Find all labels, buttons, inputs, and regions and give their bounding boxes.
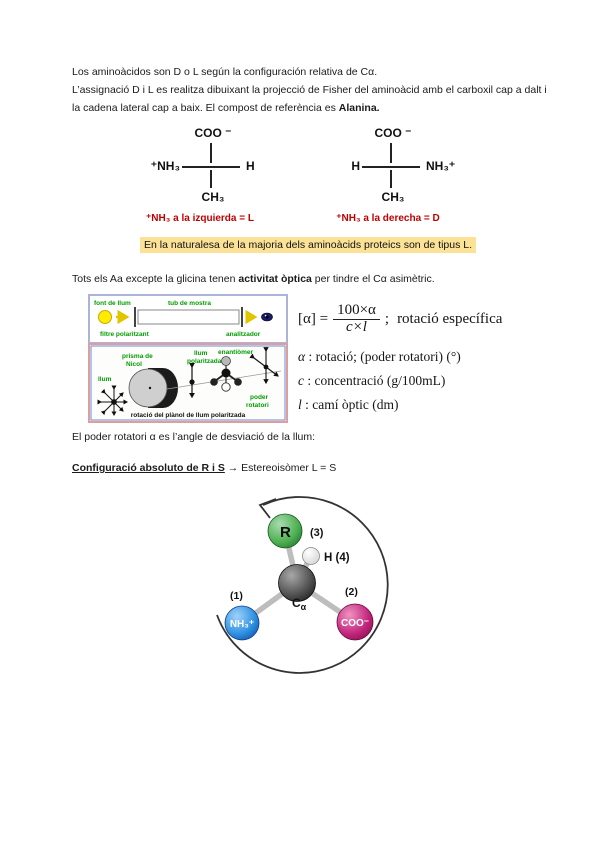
fischer-D-top: COO ⁻ (374, 126, 412, 140)
activitat-optica-bold: activitat òptica (238, 273, 312, 285)
priority-1-label: (1) (230, 590, 243, 602)
polarized-light-icon (189, 367, 194, 397)
formula-fraction (333, 302, 380, 336)
r-label: R (280, 524, 291, 541)
nicol-prism-icon (129, 368, 178, 408)
label-polaritzada-1: llum (194, 350, 208, 357)
chirality-molecule-figure (190, 485, 420, 685)
formula-name: rotació específica (397, 310, 503, 327)
fischer-L-right: H (246, 159, 255, 173)
specific-rotation-formula (298, 302, 502, 417)
formula-lhs: [α] = (298, 310, 329, 327)
formula-row (298, 302, 502, 336)
rs-heading-rest: → Estereoisòmer L = S (224, 462, 337, 474)
intro-line-1: Los aminoàcidos son D o L según la configuración relativa de Cα. (72, 66, 378, 78)
formula-separator: ; (384, 310, 390, 327)
bond-line (210, 170, 212, 188)
intro-line-2: L’assignació D i L es realitza dibuixant la projecció de Fisher del aminoàcid amb el carboxil cap a dalt i (72, 84, 547, 96)
eye-icon (262, 313, 273, 321)
caption-D: ⁺NH₃ a la derecha = D (336, 213, 440, 224)
label-tub-de-mostra: tub de mostra (168, 300, 211, 307)
caption-L: ⁺NH₃ a la izquierda = L (146, 213, 254, 224)
fischer-L-bottom: CH₃ (201, 190, 225, 204)
fischer-projection-D (328, 126, 458, 212)
label-llum: llum (98, 376, 112, 383)
label-font-de-llum: font de llum (94, 300, 131, 307)
fischer-D-right: NH₃⁺ (426, 159, 456, 173)
polarimeter-svg (90, 296, 286, 342)
alanina-bold: Alanina. (338, 102, 380, 114)
fischer-projection-L (148, 126, 278, 212)
rs-heading-bold: Configuració absoluto de R i S (72, 462, 225, 474)
bond-line (362, 166, 420, 168)
label-analitzador: analitzador (226, 331, 261, 338)
formula-definitions (298, 345, 502, 417)
label-enantiomer: enantiòmer (218, 349, 254, 356)
formula-denominator: c×l (346, 319, 367, 335)
unpolarized-light-icon (101, 389, 127, 415)
rotation-diagram (88, 343, 288, 423)
rs-heading (72, 459, 336, 477)
rotatori-line: El poder rotatori α es l’angle de desviació de la llum: (72, 431, 316, 443)
nh3-label: NH₃⁺ (229, 619, 255, 630)
hydrogen-ball (303, 548, 320, 565)
def-c: c : concentració (g/100mL) (298, 373, 446, 388)
bond-line (390, 170, 392, 188)
optics-line: Tots els Aa excepte la glicina tenen activitat òptica per tindre el Cα asimètric. (72, 273, 435, 285)
intro-paragraph (72, 63, 547, 117)
label-polaritzada-2: polaritzada (187, 358, 222, 365)
alpha-carbon-label: $C_\alpha$ (292, 596, 307, 612)
label-prisma-1: prisma de (122, 353, 153, 360)
intro-line-3: la cadena lateral cap a baix. El compost de referència es Alanina. (72, 102, 380, 114)
label-prisma-2: Nicol (126, 361, 142, 368)
label-poder-2: rotatori (246, 402, 269, 409)
rotation-svg (90, 345, 286, 421)
fischer-D-bottom: CH₃ (381, 190, 405, 204)
priority-2-label: (2) (345, 586, 358, 598)
formula-numerator: 100×α (333, 302, 380, 320)
diagram2-caption: rotació del plànol de llum polaritzada (130, 412, 246, 419)
bond-line (210, 143, 212, 163)
fischer-D-left: H (351, 159, 360, 173)
highlighted-note: En la naturalesa de la majoria dels aminoàcids proteics son de tipus L. (140, 237, 476, 253)
fischer-L-top: COO ⁻ (194, 126, 232, 140)
def-alpha: α : rotació; (poder rotatori) (°) (298, 349, 461, 364)
coo-label: COO⁻ (340, 618, 370, 629)
label-poder-1: poder (250, 394, 269, 401)
rotated-plane-icon (254, 351, 278, 383)
bond-line (182, 166, 240, 168)
def-l: l : camí òptic (dm) (298, 397, 399, 412)
label-filtre-polaritzant: filtre polaritzant (100, 331, 149, 338)
fischer-L-left: ⁺NH₃ (150, 159, 180, 173)
priority-3-label: (3) (310, 527, 324, 539)
light-source-icon (99, 311, 112, 324)
bond-line (390, 143, 392, 163)
polarimeter-diagram (88, 294, 288, 344)
sample-tube (138, 310, 239, 324)
h-label: H (4) (324, 552, 350, 564)
